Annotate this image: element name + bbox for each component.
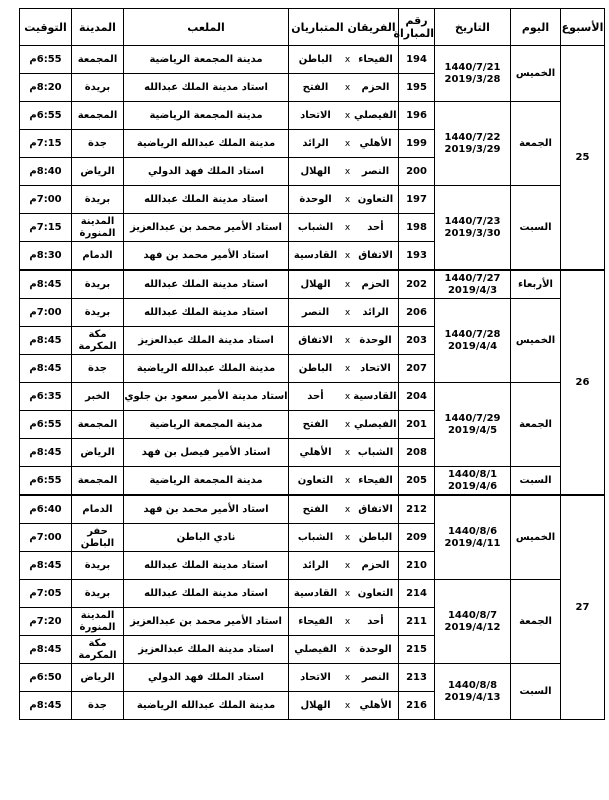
home-team: التعاون	[357, 193, 394, 205]
teams-cell	[289, 692, 399, 720]
away-team: الاتفاق	[298, 334, 333, 346]
match-number-cell: 203	[399, 327, 435, 355]
time-cell: 8:40م	[20, 158, 72, 186]
city-cell: بريدة	[72, 552, 124, 580]
match-number-cell: 195	[399, 74, 435, 102]
away-team: الفيحاء	[298, 615, 333, 627]
city-cell: الدمام	[72, 242, 124, 271]
date-cell	[435, 270, 511, 299]
hijri-date: 1440/8/8	[447, 679, 498, 691]
away-team: الشباب	[297, 531, 334, 543]
header-match-no: رقم المباراة	[399, 9, 435, 46]
table-row	[20, 664, 605, 692]
time-cell: 6:35م	[20, 383, 72, 411]
city-cell: المجمعة	[72, 467, 124, 496]
date-cell	[435, 580, 511, 664]
hijri-date: 1440/7/28	[444, 328, 501, 340]
hijri-date: 1440/7/27	[444, 272, 501, 284]
date-cell	[435, 186, 511, 271]
header-city: المدينة	[72, 9, 124, 46]
time-cell: 7:20م	[20, 608, 72, 636]
home-team: الاتفاق	[358, 503, 393, 515]
gregorian-date: 2019/4/5	[447, 424, 498, 436]
versus-mark: x	[344, 307, 351, 318]
venue-cell: استاد مدينة الملك عبدالله	[124, 186, 289, 214]
city-cell: الرياض	[72, 664, 124, 692]
versus-mark: x	[344, 54, 351, 65]
versus-mark: x	[344, 644, 351, 655]
hijri-date: 1440/7/22	[444, 131, 501, 143]
time-cell: 6:40م	[20, 495, 72, 524]
table-row	[20, 186, 605, 214]
header-time: التوقيت	[20, 9, 72, 46]
hijri-date: 1440/8/6	[447, 525, 498, 537]
city-cell: المدينة المنورة	[72, 608, 124, 636]
table-row	[20, 46, 605, 74]
match-number-cell: 198	[399, 214, 435, 242]
header-week: الأسبوع	[561, 9, 605, 46]
versus-mark: x	[344, 616, 351, 627]
match-number-cell: 204	[399, 383, 435, 411]
home-team: الحزم	[361, 278, 390, 290]
home-team: الأهلي	[359, 137, 392, 149]
teams-cell	[289, 552, 399, 580]
time-cell: 8:45م	[20, 439, 72, 467]
match-number-cell: 193	[399, 242, 435, 271]
table-row	[20, 102, 605, 130]
time-cell: 6:50م	[20, 664, 72, 692]
away-team: الرائد	[302, 137, 329, 149]
city-cell: المجمعة	[72, 46, 124, 74]
gregorian-date: 2019/3/30	[444, 227, 501, 239]
home-team: الحزم	[361, 559, 390, 571]
date-cell	[435, 46, 511, 102]
teams-cell	[289, 270, 399, 299]
header-row	[20, 9, 605, 46]
teams-cell	[289, 102, 399, 130]
versus-mark: x	[344, 82, 351, 93]
teams-cell	[289, 467, 399, 496]
time-cell: 8:20م	[20, 74, 72, 102]
time-cell: 6:55م	[20, 411, 72, 439]
teams-cell	[289, 524, 399, 552]
city-cell: جدة	[72, 692, 124, 720]
date-cell	[435, 383, 511, 467]
day-cell: السبت	[511, 664, 561, 720]
time-cell: 8:45م	[20, 270, 72, 299]
city-cell: حفر الباطن	[72, 524, 124, 552]
time-cell: 8:45م	[20, 692, 72, 720]
table-row	[20, 467, 605, 496]
venue-cell: استاد الأمير محمد بن عبدالعزيز	[124, 608, 289, 636]
hijri-date: 1440/7/29	[444, 412, 501, 424]
venue-cell: استاد الأمير محمد بن فهد	[124, 495, 289, 524]
venue-cell: استاد مدينة الملك عبدالله	[124, 74, 289, 102]
teams-cell	[289, 214, 399, 242]
home-team: الفيصلي	[353, 418, 397, 430]
day-cell: السبت	[511, 467, 561, 496]
venue-cell: مدينة المجمعة الرياضية	[124, 102, 289, 130]
home-team: الباطن	[358, 531, 393, 543]
match-number-cell: 214	[399, 580, 435, 608]
city-cell: المجمعة	[72, 411, 124, 439]
away-team: الباطن	[298, 53, 333, 65]
away-team: الأهلي	[299, 446, 332, 458]
venue-cell: استاد مدينة الملك عبدالله	[124, 299, 289, 327]
header-venue: الملعب	[124, 9, 289, 46]
city-cell: الرياض	[72, 158, 124, 186]
table-row	[20, 299, 605, 327]
away-team: الهلال	[300, 165, 331, 177]
versus-mark: x	[344, 475, 351, 486]
match-number-cell: 209	[399, 524, 435, 552]
venue-cell: مدينة المجمعة الرياضية	[124, 467, 289, 496]
away-team: الفتح	[302, 81, 329, 93]
venue-cell: مدينة الملك عبدالله الرياضية	[124, 355, 289, 383]
header-teams: الفريقان المتباريان	[289, 9, 399, 46]
home-team: النصر	[361, 165, 390, 177]
gregorian-date: 2019/4/4	[447, 340, 498, 352]
time-cell: 8:30م	[20, 242, 72, 271]
match-number-cell: 210	[399, 552, 435, 580]
gregorian-date: 2019/3/28	[444, 73, 501, 85]
teams-cell	[289, 242, 399, 271]
venue-cell: استاد مدينة الملك عبدالله	[124, 270, 289, 299]
teams-cell	[289, 636, 399, 664]
match-number-cell: 208	[399, 439, 435, 467]
match-number-cell: 215	[399, 636, 435, 664]
away-team: القادسية	[293, 249, 338, 261]
table-row	[20, 580, 605, 608]
schedule-body	[20, 46, 605, 720]
time-cell: 7:15م	[20, 214, 72, 242]
teams-cell	[289, 46, 399, 74]
away-team: الاتحاد	[300, 109, 331, 121]
venue-cell: استاد مدينة الملك عبدالعزيز	[124, 636, 289, 664]
versus-mark: x	[344, 138, 351, 149]
teams-cell	[289, 580, 399, 608]
gregorian-date: 2019/3/29	[444, 143, 501, 155]
match-number-cell: 196	[399, 102, 435, 130]
city-cell: بريدة	[72, 580, 124, 608]
versus-mark: x	[344, 335, 351, 346]
versus-mark: x	[344, 250, 351, 261]
teams-cell	[289, 327, 399, 355]
home-team: الفيصلي	[353, 109, 397, 121]
versus-mark: x	[344, 419, 351, 430]
home-team: الشباب	[357, 446, 394, 458]
versus-mark: x	[344, 110, 351, 121]
match-number-cell: 216	[399, 692, 435, 720]
home-team: الفيحاء	[358, 474, 393, 486]
versus-mark: x	[344, 672, 351, 683]
schedule-table	[19, 8, 605, 720]
day-cell: الجمعة	[511, 580, 561, 664]
week-number-cell: 25	[561, 46, 605, 271]
teams-cell	[289, 186, 399, 214]
gregorian-date: 2019/4/11	[444, 537, 501, 549]
hijri-date: 1440/8/7	[447, 609, 498, 621]
date-cell	[435, 495, 511, 580]
teams-cell	[289, 299, 399, 327]
week-number-cell: 27	[561, 495, 605, 720]
venue-cell: استاد الملك فهد الدولي	[124, 664, 289, 692]
away-team: القادسية	[293, 587, 338, 599]
versus-mark: x	[344, 700, 351, 711]
table-row	[20, 495, 605, 524]
away-team: أحد	[307, 390, 324, 402]
gregorian-date: 2019/4/3	[447, 284, 498, 296]
city-cell: جدة	[72, 130, 124, 158]
time-cell: 7:05م	[20, 580, 72, 608]
city-cell: بريدة	[72, 186, 124, 214]
time-cell: 7:00م	[20, 186, 72, 214]
city-cell: الرياض	[72, 439, 124, 467]
city-cell: المجمعة	[72, 102, 124, 130]
venue-cell: استاد الأمير فيصل بن فهد	[124, 439, 289, 467]
header-day: اليوم	[511, 9, 561, 46]
teams-cell	[289, 608, 399, 636]
teams-cell	[289, 355, 399, 383]
away-team: الهلال	[300, 278, 331, 290]
week-number-cell: 26	[561, 270, 605, 495]
city-cell: بريدة	[72, 299, 124, 327]
time-cell: 6:55م	[20, 46, 72, 74]
versus-mark: x	[344, 194, 351, 205]
versus-mark: x	[344, 588, 351, 599]
match-number-cell: 212	[399, 495, 435, 524]
away-team: الوحدة	[299, 193, 332, 205]
match-number-cell: 199	[399, 130, 435, 158]
away-team: الهلال	[300, 699, 331, 711]
match-number-cell: 200	[399, 158, 435, 186]
venue-cell: مدينة المجمعة الرياضية	[124, 411, 289, 439]
day-cell: الخميس	[511, 495, 561, 580]
time-cell: 7:00م	[20, 524, 72, 552]
home-team: النصر	[361, 671, 390, 683]
match-number-cell: 194	[399, 46, 435, 74]
versus-mark: x	[344, 279, 351, 290]
teams-cell	[289, 74, 399, 102]
match-number-cell: 211	[399, 608, 435, 636]
day-cell: الجمعة	[511, 383, 561, 467]
table-row	[20, 383, 605, 411]
hijri-date: 1440/7/21	[444, 61, 501, 73]
match-number-cell: 197	[399, 186, 435, 214]
away-team: الباطن	[298, 362, 333, 374]
away-team: الرائد	[302, 559, 329, 571]
match-number-cell: 207	[399, 355, 435, 383]
header-date: التاريخ	[435, 9, 511, 46]
time-cell: 6:55م	[20, 467, 72, 496]
time-cell: 8:45م	[20, 355, 72, 383]
home-team: الفيحاء	[358, 53, 393, 65]
day-cell: الخميس	[511, 46, 561, 102]
time-cell: 6:55م	[20, 102, 72, 130]
away-team: النصر	[301, 306, 330, 318]
day-cell: الخميس	[511, 299, 561, 383]
hijri-date: 1440/7/23	[444, 215, 501, 227]
versus-mark: x	[344, 391, 351, 402]
versus-mark: x	[344, 504, 351, 515]
venue-cell: استاد الأمير محمد بن عبدالعزيز	[124, 214, 289, 242]
date-cell	[435, 299, 511, 383]
city-cell: الخبر	[72, 383, 124, 411]
away-team: الاتحاد	[300, 671, 331, 683]
versus-mark: x	[344, 166, 351, 177]
home-team: الاتفاق	[358, 249, 393, 261]
home-team: التعاون	[357, 587, 394, 599]
venue-cell: مدينة المجمعة الرياضية	[124, 46, 289, 74]
venue-cell: مدينة الملك عبدالله الرياضية	[124, 692, 289, 720]
versus-mark: x	[344, 560, 351, 571]
venue-cell: استاد الملك فهد الدولي	[124, 158, 289, 186]
time-cell: 7:15م	[20, 130, 72, 158]
home-team: القادسية	[353, 390, 397, 402]
time-cell: 8:45م	[20, 552, 72, 580]
teams-cell	[289, 664, 399, 692]
city-cell: مكة المكرمة	[72, 636, 124, 664]
city-cell: بريدة	[72, 270, 124, 299]
gregorian-date: 2019/4/6	[447, 480, 498, 492]
teams-cell	[289, 439, 399, 467]
teams-cell	[289, 411, 399, 439]
city-cell: مكة المكرمة	[72, 327, 124, 355]
teams-cell	[289, 158, 399, 186]
match-number-cell: 202	[399, 270, 435, 299]
teams-cell	[289, 130, 399, 158]
versus-mark: x	[344, 532, 351, 543]
home-team: الوحدة	[359, 334, 392, 346]
day-cell: الجمعة	[511, 102, 561, 186]
away-team: الشباب	[297, 221, 334, 233]
home-team: الرائد	[362, 306, 389, 318]
city-cell: المدينة المنورة	[72, 214, 124, 242]
match-number-cell: 213	[399, 664, 435, 692]
home-team: أحد	[367, 221, 384, 233]
away-team: الفتح	[302, 503, 329, 515]
versus-mark: x	[344, 222, 351, 233]
date-cell	[435, 664, 511, 720]
date-cell	[435, 467, 511, 496]
home-team: الوحدة	[359, 643, 392, 655]
away-team: الفتح	[302, 418, 329, 430]
day-cell: السبت	[511, 186, 561, 271]
city-cell: جدة	[72, 355, 124, 383]
date-cell	[435, 102, 511, 186]
venue-cell: مدينة الملك عبدالله الرياضية	[124, 130, 289, 158]
time-cell: 8:45م	[20, 327, 72, 355]
away-team: الفيصلي	[294, 643, 337, 655]
match-number-cell: 205	[399, 467, 435, 496]
versus-mark: x	[344, 447, 351, 458]
versus-mark: x	[344, 363, 351, 374]
away-team: التعاون	[297, 474, 334, 486]
venue-cell: استاد مدينة الملك عبدالله	[124, 552, 289, 580]
gregorian-date: 2019/4/12	[444, 621, 501, 633]
home-team: الحزم	[361, 81, 390, 93]
venue-cell: استاد الأمير محمد بن فهد	[124, 242, 289, 271]
home-team: الأهلي	[359, 699, 392, 711]
hijri-date: 1440/8/1	[447, 468, 498, 480]
home-team: الاتحاد	[360, 362, 391, 374]
teams-cell	[289, 383, 399, 411]
home-team: أحد	[367, 615, 384, 627]
gregorian-date: 2019/4/13	[444, 691, 501, 703]
venue-cell: استاد مدينة الملك عبدالله	[124, 580, 289, 608]
day-cell: الأربعاء	[511, 270, 561, 299]
venue-cell: استاد مدينة الأمير سعود بن جلوي	[124, 383, 289, 411]
venue-cell: نادي الباطن	[124, 524, 289, 552]
match-number-cell: 201	[399, 411, 435, 439]
time-cell: 8:45م	[20, 636, 72, 664]
city-cell: الدمام	[72, 495, 124, 524]
time-cell: 7:00م	[20, 299, 72, 327]
city-cell: بريدة	[72, 74, 124, 102]
teams-cell	[289, 495, 399, 524]
table-row	[20, 270, 605, 299]
venue-cell: استاد مدينة الملك عبدالعزيز	[124, 327, 289, 355]
match-number-cell: 206	[399, 299, 435, 327]
